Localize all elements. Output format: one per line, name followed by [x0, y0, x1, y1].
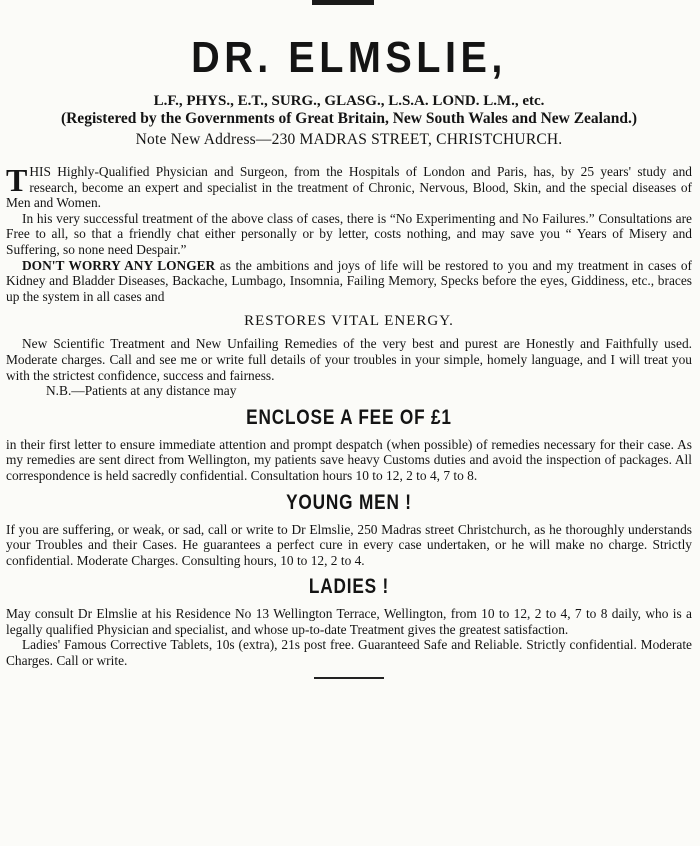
credentials: L.F., PHYS., E.T., SURG., GLASG., L.S.A. LOND. L.M., etc. [153, 93, 545, 109]
address-line: Note New Address—230 MADRAS STREET, CHRISTCHURCH. [135, 131, 563, 148]
ladies-heading: LADIES ! [308, 575, 390, 599]
ladies-paragraph: May consult Dr Elmslie at his Residence No 13 Wellington Terrace, Wellington, from 10 to 12, 2 to 4, 7 to 8 daily, who is a legally qualified Physician and specialist, and whose up-to-date Treatment gives the greatest satisfaction. [6, 606, 692, 637]
fee-heading: ENCLOSE A FEE OF £1 [246, 405, 452, 429]
page-title: DR. ELMSLIE, [191, 33, 507, 82]
restores-heading: RESTORES VITAL ENERGY. [244, 313, 454, 330]
nb-note: N.B.—Patients at any distance may [46, 383, 237, 399]
intro-text: HIS Highly-Qualified Physician and Surgeon, from the Hospitals of London and Paris, has, by 25 years' study and research, become an expert and specialist in the treatment of Chronic, Nervous, Blood, Skin, and the special diseases of Men and Women. [6, 164, 692, 211]
tablets-paragraph: Ladies' Famous Corrective Tablets, 10s (extra), 21s post free. Guaranteed Safe and Reliable. Strictly confidential. Moderate Charges. Call or write. [6, 637, 692, 669]
drop-cap: T [6, 162, 28, 198]
bottom-rule [314, 677, 384, 679]
young-men-paragraph: If you are suffering, or weak, or sad, call or write to Dr Elmslie, 250 Madras street Christchurch, as he thoroughly understands your Troubles and their Cases. He guarantees a perfect cure in every case undertaken, or he will make no charge. Strictly confidential. Moderate Charges. Consulting hours, 10 to 12, 2 to 4. [6, 521, 692, 568]
young-men-heading: YOUNG MEN ! [286, 490, 412, 514]
intro-paragraph [6, 164, 692, 211]
advertisement [6, 12, 692, 679]
top-rule [312, 0, 374, 5]
dont-worry-lead: DON'T WORRY ANY LONGER [22, 257, 216, 273]
remedies-paragraph: New Scientific Treatment and New Unfailing Remedies of the very best and purest are Honestly and Faithfully used. Moderate charges. Call and see me or write full details of your troubles in your simple, homely language, and I will treat you with the strictest confidence, success and fairness. [6, 336, 692, 383]
fee-paragraph: in their first letter to ensure immediate attention and prompt despatch (when possible) of remedies necessary for their case. As my remedies are sent direct from Wellington, my patients save heavy Customs duties and avoid the inspection of packages. All correspondence is held sacredly confidential. Consultation hours 10 to 12, 2 to 4, 7 to 8. [6, 436, 692, 483]
registration-note: (Registered by the Governments of Great Britain, New South Wales and New Zealand.) [60, 110, 638, 127]
dont-worry-text: as the ambitions and joys of life will be restored to you and my treatment in cases of Kidney and Bladder Diseases, Backache, Lumbago, Insomnia, Failing Memory, Specks before the eyes, Giddiness, etc., braces up the system in all cases and [6, 257, 693, 304]
dont-worry-paragraph [6, 258, 692, 305]
treatment-paragraph: In his very successful treatment of the above class of cases, there is “No Experimenting and No Failures.” Consultations are Free to all, so that a friendly chat either personally or by letter, costs nothing, and may save you “ Years of Misery and Suffering, so none need Despair.” [6, 210, 692, 257]
